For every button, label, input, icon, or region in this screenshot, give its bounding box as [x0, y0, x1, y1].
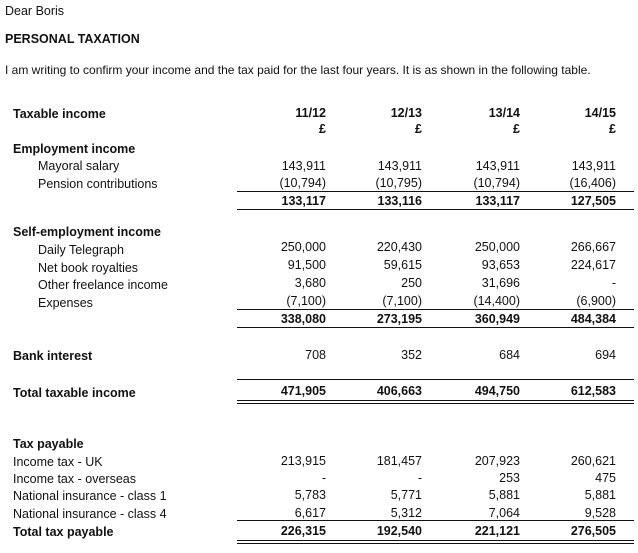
cell: 93,653: [481, 258, 520, 272]
cell: 250,000: [474, 240, 520, 254]
subtotal-rule: [237, 520, 634, 521]
cell: 207,923: [474, 454, 520, 468]
cell: 260,621: [570, 454, 616, 468]
intro-text: I am writing to confirm your income and the tax paid for the last four years. It is as shown in the following table.: [5, 63, 591, 77]
cell: 181,457: [376, 454, 422, 468]
total-rule: [237, 327, 634, 328]
cell: (7,100): [382, 294, 422, 308]
self-employment-total: 273,195: [376, 312, 422, 326]
total-tax-payable-value: 226,315: [280, 524, 326, 538]
employment-total: 133,116: [377, 194, 422, 208]
employment-total: 127,505: [570, 194, 616, 208]
cell: 5,881: [488, 488, 520, 502]
cell: 5,771: [390, 488, 422, 502]
subtotal-rule: [237, 309, 634, 310]
total-taxable-value: 406,663: [376, 384, 422, 398]
cell: 224,617: [570, 258, 616, 272]
cell: 7,064: [488, 506, 520, 520]
cell: 5,312: [390, 506, 422, 520]
cell: (14,400): [473, 294, 520, 308]
row-label: National insurance - class 4: [13, 507, 167, 521]
year-header-3: 13/14: [488, 106, 520, 120]
greeting: Dear Boris: [5, 4, 65, 18]
cell: 250,000: [280, 240, 326, 254]
double-rule: [237, 543, 634, 544]
cell: (16,406): [569, 176, 616, 190]
row-label: Net book royalties: [38, 261, 139, 275]
total-taxable-value: 494,750: [474, 384, 520, 398]
total-rule: [237, 209, 634, 210]
currency-4: £: [609, 122, 616, 136]
cell: 143,911: [377, 159, 422, 173]
self-employment-total: 484,384: [570, 312, 616, 326]
double-rule: [237, 540, 634, 541]
row-label: Expenses: [38, 296, 93, 310]
row-label: Income tax - UK: [13, 455, 103, 469]
self-employment-total: 338,080: [280, 312, 326, 326]
cell: 253: [499, 471, 520, 485]
cell: 91,500: [287, 258, 326, 272]
cell: (10,794): [473, 176, 520, 190]
heading: PERSONAL TAXATION: [5, 32, 140, 46]
cell: 684: [499, 348, 520, 362]
cell: 266,667: [570, 240, 616, 254]
cell: (6,900): [576, 294, 616, 308]
cell: 6,617: [294, 506, 326, 520]
cell: 3,680: [294, 276, 326, 290]
subtotal-rule: [237, 379, 634, 380]
bank-interest-label: Bank interest: [13, 349, 93, 363]
section-title-employment: Employment income: [13, 142, 136, 156]
double-rule: [237, 400, 634, 401]
employment-total: 133,117: [475, 194, 520, 208]
cell: 59,615: [383, 258, 422, 272]
subtotal-rule: [237, 191, 634, 192]
year-header-4: 14/15: [584, 106, 616, 120]
row-label: Pension contributions: [38, 177, 158, 191]
total-taxable-label: Total taxable income: [13, 386, 136, 400]
currency-3: £: [513, 122, 520, 136]
cell: 5,783: [294, 488, 326, 502]
total-tax-payable-label: Total tax payable: [13, 525, 114, 539]
cell: 143,911: [281, 159, 326, 173]
cell: -: [611, 276, 616, 290]
cell: -: [321, 471, 326, 485]
employment-total: 133,117: [281, 194, 326, 208]
row-label: Daily Telegraph: [38, 243, 124, 257]
section-title-self-employment: Self-employment income: [13, 225, 161, 239]
row-label: Mayoral salary: [38, 159, 120, 173]
cell: (7,100): [286, 294, 326, 308]
cell: 475: [595, 471, 616, 485]
cell: -: [417, 471, 422, 485]
total-taxable-value: 471,905: [280, 384, 326, 398]
total-taxable-value: 612,583: [570, 384, 616, 398]
currency-2: £: [415, 122, 422, 136]
cell: 220,430: [376, 240, 422, 254]
year-header-2: 12/13: [390, 106, 422, 120]
double-rule: [237, 403, 634, 404]
total-tax-payable-value: 276,505: [570, 524, 616, 538]
self-employment-total: 360,949: [474, 312, 520, 326]
cell: (10,794): [279, 176, 326, 190]
cell: 708: [305, 348, 326, 362]
row-label: Other freelance income: [38, 278, 168, 292]
cell: 31,696: [481, 276, 520, 290]
cell: (10,795): [375, 176, 422, 190]
row-label: National insurance - class 1: [13, 489, 167, 503]
total-tax-payable-value: 192,540: [376, 524, 422, 538]
cell: 694: [595, 348, 616, 362]
cell: 352: [401, 348, 422, 362]
cell: 213,915: [280, 454, 326, 468]
year-header-1: 11/12: [295, 106, 326, 120]
section-title-tax-payable: Tax payable: [13, 437, 84, 451]
total-tax-payable-value: 221,121: [474, 524, 520, 538]
cell: 5,881: [584, 488, 616, 502]
taxable-income-label: Taxable income: [13, 107, 106, 121]
cell: 143,911: [475, 159, 520, 173]
cell: 9,528: [584, 506, 616, 520]
row-label: Income tax - overseas: [13, 472, 136, 486]
cell: 250: [401, 276, 422, 290]
cell: 143,911: [571, 159, 616, 173]
currency-1: £: [319, 122, 326, 136]
